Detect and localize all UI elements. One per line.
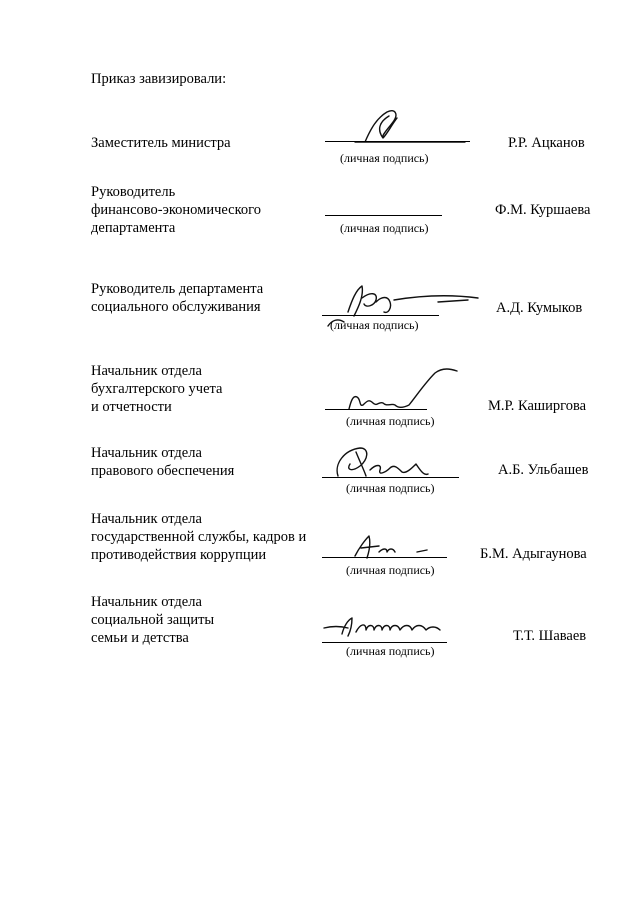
handwritten-signature [318,612,458,642]
signature-caption: (личная подпись) [346,414,435,428]
signature-caption: (личная подпись) [330,318,419,332]
signer-name: А.Д. Кумыков [496,300,583,316]
signature-line [322,557,447,558]
signature-line [325,215,442,216]
signature-caption: (личная подпись) [346,563,435,577]
signer-name: Р.Р. Ацканов [508,135,585,151]
handwritten-signature [325,530,455,565]
signature-caption: (личная подпись) [346,481,435,495]
signer-name: А.Б. Ульбашев [498,462,589,478]
signature-line [325,409,427,410]
handwritten-signature [325,365,465,420]
signature-line [322,642,447,643]
signature-caption: (личная подпись) [340,151,429,165]
handwritten-signature [320,440,460,485]
handwritten-signature [325,108,475,148]
signature-line [322,477,459,478]
signature-caption: (личная подпись) [346,644,435,658]
signer-position: Начальник отдела бухгалтерского учета и отчетности [91,363,223,415]
signer-position: Руководитель финансово-экономического департамента [91,184,261,236]
signature-line [325,141,470,142]
signer-name: Ф.М. Куршаева [495,202,591,218]
signer-position: Начальник отдела правового обеспечения [91,445,235,479]
signer-position: Руководитель департамента социального обслуживания [91,281,264,315]
signature-caption: (личная подпись) [340,221,429,235]
signer-position: Заместитель министра [91,135,231,151]
signature-line [322,315,439,316]
signer-position: Начальник отдела государственной службы, кадров и противодействия коррупции [91,511,307,563]
signer-name: Б.М. Адыгаунова [480,546,587,562]
signer-position: Начальник отдела социальной защиты семьи и детства [91,594,215,646]
approval-heading: Приказ завизировали: [91,71,227,87]
signer-name: Т.Т. Шаваев [513,628,587,644]
signer-name: М.Р. Каширгова [488,398,587,414]
